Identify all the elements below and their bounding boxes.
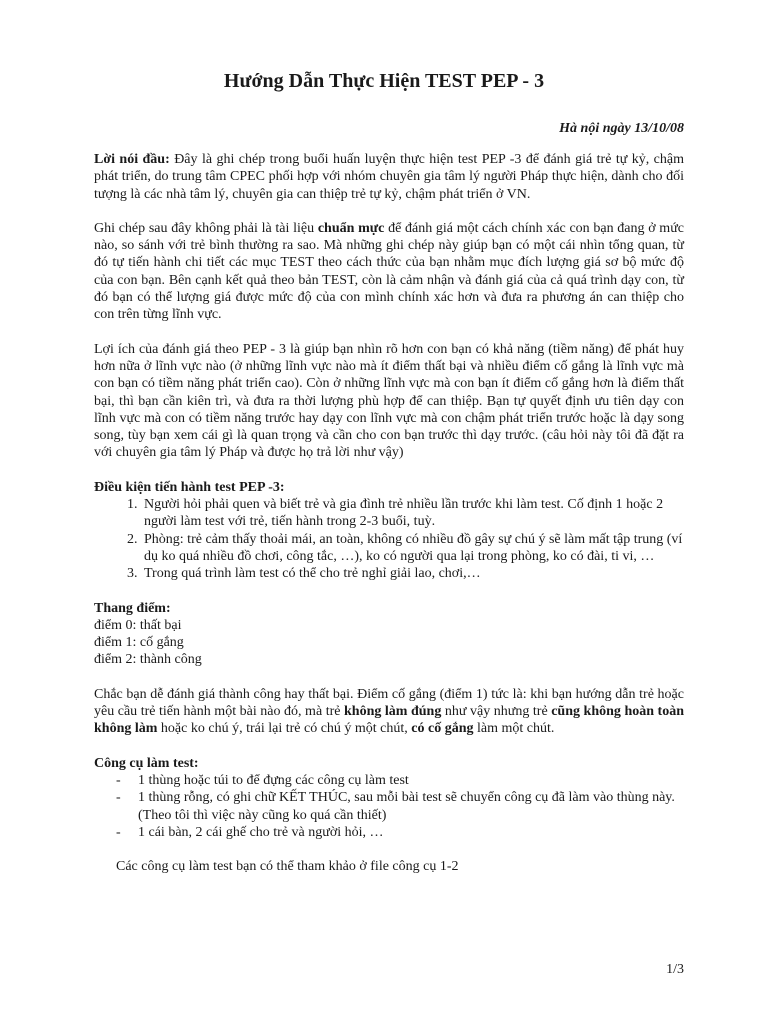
- para4-bold-2: cũng không hoàn toàn không làm: [94, 704, 684, 737]
- conditions-list: [94, 496, 684, 582]
- scale-line: điểm 0: thất bại: [94, 617, 182, 633]
- tool-text: 1 thùng hoặc túi to để đựng các công cụ làm test: [138, 772, 409, 788]
- para4-text-2: như vậy nhưng trẻ: [441, 704, 552, 720]
- para4-bold-1: không làm đúng: [344, 704, 442, 720]
- scale-heading: Thang điểm:: [94, 600, 171, 616]
- dash-bullet: -: [116, 772, 121, 788]
- list-item: [94, 824, 684, 841]
- list-item: [94, 789, 684, 824]
- document-body: [94, 151, 684, 875]
- intro-paragraph: [94, 151, 684, 203]
- dash-bullet: -: [116, 824, 121, 840]
- dash-bullet: -: [116, 790, 121, 806]
- para2-text-a: Ghi chép sau đây không phải là tài liệu: [94, 220, 318, 236]
- paragraph-effort: [94, 686, 684, 738]
- scale-line: điểm 1: cố gắng: [94, 635, 184, 651]
- tools-list: [94, 772, 684, 841]
- tools-note: Các công cụ làm test bạn có thể tham khảo ở file công cụ 1-2: [116, 859, 459, 875]
- list-item: [94, 772, 684, 789]
- paragraph-standard: [94, 220, 684, 324]
- document-title: Hướng Dẫn Thực Hiện TEST PEP - 3: [223, 70, 545, 92]
- list-item: 1. Người hỏi phải quen và biết trẻ và gia đình trẻ nhiều lần trước khi làm test. Cố định 1 hoặc 2 người làm test với trẻ, tiến hành trong 2-3 buổi, tuỳ.: [141, 496, 684, 531]
- scale-line: điểm 2: thành công: [94, 652, 202, 668]
- intro-label: Lời nói đầu:: [94, 152, 170, 167]
- tools-heading: Công cụ làm test:: [94, 755, 199, 771]
- para2-bold: chuẩn mực: [317, 220, 385, 236]
- para4-text-1: Chắc bạn dễ đánh giá thành công hay thất bại. Điểm cố gắng (điểm 1) tức là: khi bạn hướng dẫn trẻ hoặc yêu cầu trẻ tiến hành một bài nào đó, mà trẻ: [94, 686, 684, 720]
- tool-text: 1 thùng rỗng, có ghi chữ KẾT THÚC, sau mỗi bài test sẽ chuyển công cụ đã làm vào thùng này. (Theo tôi thì việc này cũng ko quá cần thiết): [138, 790, 675, 823]
- para2-text-b: để đánh giá một cách chính xác con bạn đang ở mức nào, so sánh với trẻ bình thường ra sao. Mà những ghi chép này giúp bạn có một cái nhìn tổng quan, từ đó tự tiến hành chi tiết các mục TEST theo cách thức của bạn nhằm mục đích lượng giá sơ bộ mức độ của con bạn. Bên cạnh kết quả theo bản TEST, còn là cảm nhận và đánh giá của cả quá trình dạy con, từ đó bạn có thể lượng giá được mức độ của con mình chính xác hơn và đưa ra phương án can thiệp cho con trên từng lĩnh vực.: [94, 220, 684, 323]
- paragraph-benefits: Lợi ích của đánh giá theo PEP - 3 là giúp bạn nhìn rõ hơn con bạn có khả năng (tiềm năng) để phát huy hơn nữa ở lĩnh vực nào (ở những lĩnh vực nào mà ít điểm thất bại và nhiều điểm cố gắng là lĩnh vực mà con bạn có tiềm năng phát triển cao). Còn ở những lĩnh vực mà con bạn ít điểm cố gắng hơn là điểm thất bại, thì bạn cần kiên trì, và đưa ra thời lượng phù hợp để can thiệp. Bạn tự quyết định ưu tiên dạy con lĩnh vực mà con có tiềm năng trước hay dạy con lĩnh vực mà con chậm phát triển trước hoặc là dạy song song, tùy bạn xem cái gì là quan trọng và cần cho con bạn trước thì dạy trước. (câu hỏi này tôi đã đặt ra với chuyên gia tâm lý Pháp và được họ trả lời như vậy): [94, 341, 684, 461]
- document-date: Hà nội ngày 13/10/08: [559, 121, 684, 136]
- list-item: 3. Trong quá trình làm test có thể cho trẻ nghỉ giải lao, chơi,…: [141, 565, 684, 582]
- para4-text-4: làm một chút.: [473, 721, 555, 737]
- intro-text: Đây là ghi chép trong buổi huấn luyện thực hiện test PEP -3 để đánh giá trẻ tự kỷ, chậm phát triển, do trung tâm CPEC phối hợp với nhóm chuyên gia tâm lý người Pháp thực hiện, dành cho đối tượng là các nhà tâm lý, chuyên gia can thiệp trẻ tự kỷ, chậm phát triển ở VN.: [94, 152, 685, 202]
- scale-list: [94, 617, 684, 669]
- list-item: 2. Phòng: trẻ cảm thấy thoải mái, an toàn, không có nhiều đồ gây sự chú ý sẽ làm mất tập trung (ví dụ ko quá nhiều đồ chơi, công tắc, …), ko có người qua lại trong phòng, ko có đài, ti vi, …: [141, 531, 684, 566]
- tool-text: 1 cái bàn, 2 cái ghế cho trẻ và người hỏi, …: [138, 824, 384, 840]
- para4-bold-3: có cố gắng: [411, 721, 474, 737]
- conditions-heading: Điều kiện tiến hành test PEP -3:: [94, 479, 285, 495]
- page-number: 1/3: [666, 962, 684, 977]
- para4-text-3: hoặc ko chú ý, trái lại trẻ có chú ý một chút,: [157, 721, 412, 737]
